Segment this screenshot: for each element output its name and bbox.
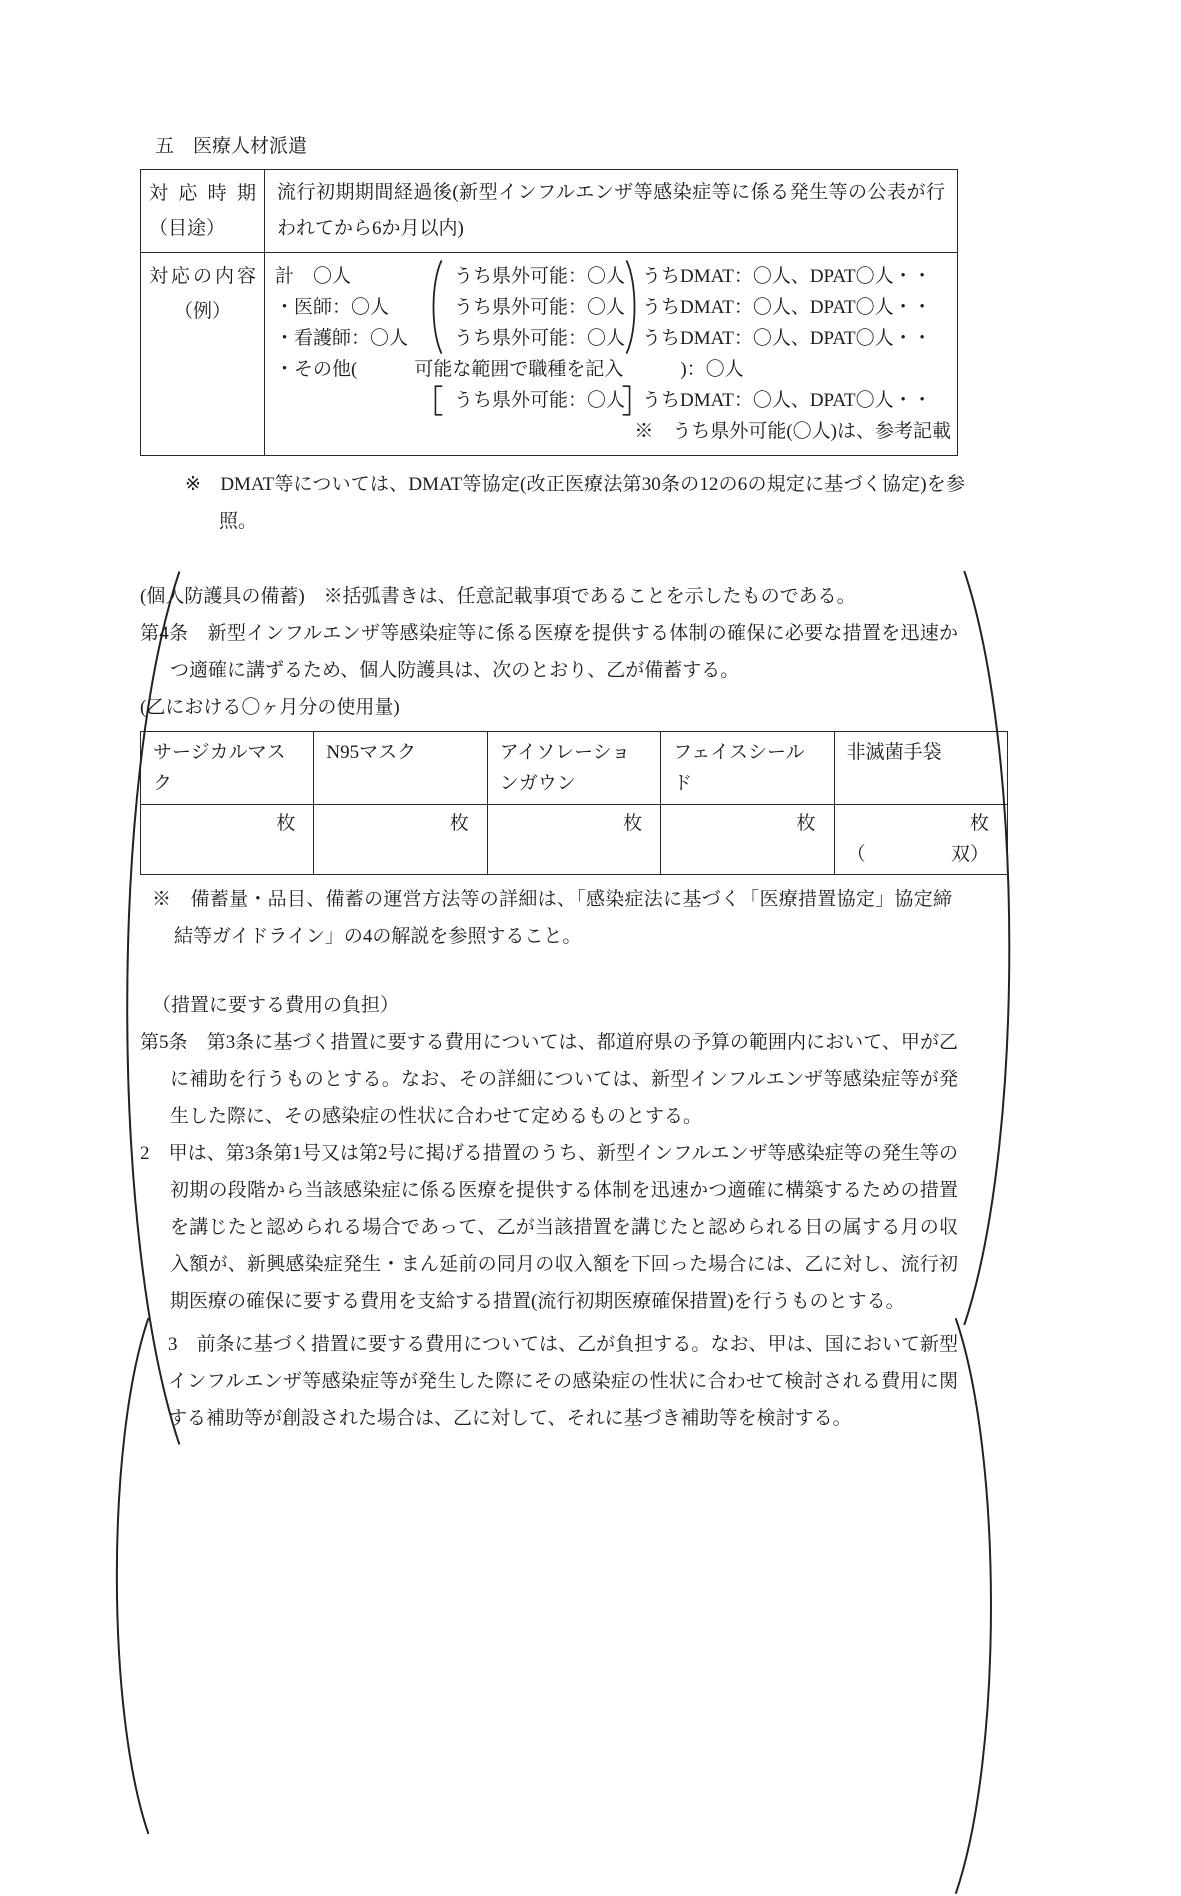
other-line	[275, 354, 951, 385]
response-period-value-cell: 流行初期期間経過後(新型インフルエンザ等感染症等に係る発生等の公表が行われてから6か月以内)	[265, 170, 958, 253]
table-row	[141, 253, 958, 456]
table-row	[141, 170, 958, 253]
response-content-value-cell	[265, 253, 958, 456]
document-page	[140, 128, 989, 1441]
nurse-count: ・看護師：〇人	[275, 328, 409, 349]
outside-pref-note: うち県外可能：〇人	[454, 297, 626, 318]
outside-pref-note: うち県外可能：〇人	[454, 390, 626, 411]
unit-label: 枚	[449, 813, 469, 834]
paragraph-2: 2 甲は、第3条第1号又は第2号に掲げる措置のうち、新型インフルエンザ等感染症等の発生等の初期の段階から当該感染症に係る医療を提供する体制を迅速かつ適確に構築するための措置を講じたと認められる場合であって、乙が当該措置を講じたと認められる日の属する月の収入額が、新興感染症発生・まん延前の同月の収入額を下回った場合には、乙に対し、流行初期医療の確保に要する費用を支給する措置(流行初期医療確保措置)を行うものとする。	[140, 1143, 958, 1312]
tall-paren-left-icon	[428, 260, 442, 354]
unit-label: 枚	[276, 813, 296, 834]
paragraph-3-bracket-group	[140, 1322, 958, 1441]
unit-label: 枚	[623, 813, 643, 834]
square-bracket-right-icon	[622, 386, 633, 415]
personnel-dispatch-table	[140, 169, 958, 456]
response-content-label: 対応の内容	[149, 266, 256, 287]
ppe-stockpile-table	[140, 731, 1008, 875]
reference-note: ※ うち県外可能(〇人)は、参考記載	[634, 421, 951, 442]
reference-note-line	[275, 416, 951, 447]
doctor-count: ・医師：〇人	[275, 297, 390, 318]
table-header-row	[141, 732, 1008, 805]
total-line	[275, 261, 951, 292]
ppe-column-header-isolation-gown: アイソレーションガウン	[487, 732, 660, 805]
usage-caption: (乙における〇ヶ月分の使用量)	[140, 697, 400, 718]
outside-pref-note: うち県外可能：〇人	[454, 328, 626, 349]
total-count: 計 〇人	[275, 266, 352, 287]
extra-bracket-line	[275, 385, 951, 416]
unit-label: 枚	[969, 813, 989, 834]
article-5-paragraph: 第5条 第3条に基づく措置に要する費用については、都道府県の予算の範囲内において、甲が乙に補助を行うものとする。なお、その詳細については、新型インフルエンザ等感染症等が発生した際に、その感染症の性状に合わせて定めるものとする。	[140, 1032, 958, 1127]
other-occupation-entry: ・その他( 可能な範囲で職種を記入 )：〇人	[275, 359, 744, 380]
outside-pref-note: うち県外可能：〇人	[454, 266, 626, 287]
ppe-column-header-n95-mask: N95マスク	[314, 732, 487, 805]
ppe-note: ※ 備蓄量・品目、備蓄の運営方法等の詳細は、「感染症法に基づく「医療措置協定」協定締結等ガイドライン」の4の解説を参照すること。	[152, 889, 952, 947]
table-value-row	[141, 805, 1008, 875]
response-content-label-cell	[141, 253, 265, 456]
dmat-note: ※ DMAT等については、DMAT等協定(改正医療法第30条の12の6の規定に基づく協定)を参照。	[185, 474, 965, 532]
cost-burden-heading: （措置に要する費用の負担）	[152, 995, 400, 1016]
response-period-label: 対応時期	[149, 183, 256, 204]
ppe-section-title: (個人防護具の備蓄) ※括弧書きは、任意記載事項であることを示したものである。	[140, 586, 856, 607]
pairs-unit-label: 双）	[950, 844, 989, 865]
article-4-paragraph: 第4条 新型インフルエンザ等感染症等に係る医療を提供する体制の確保に必要な措置を迅速かつ適確に講ずるため、個人防護具は、次のとおり、乙が備蓄する。	[140, 623, 958, 681]
giant-paren-left-icon	[98, 1316, 150, 1836]
ppe-amount-cell	[661, 805, 834, 875]
tall-paren-right-icon	[626, 260, 640, 354]
dmat-dpat-note: うちDMAT：〇人、DPAT〇人・・	[642, 390, 932, 411]
section-five-heading: 五 医療人材派遣	[155, 136, 308, 157]
ppe-amount-cell	[314, 805, 487, 875]
giant-paren-right-icon	[954, 1316, 1012, 1896]
ppe-amount-cell	[487, 805, 660, 875]
dmat-dpat-note: うちDMAT：〇人、DPAT〇人・・	[642, 297, 932, 318]
square-bracket-left-icon	[432, 386, 443, 415]
response-period-label-cell	[141, 170, 265, 253]
ppe-column-header-face-shield: フェイスシールド	[661, 732, 834, 805]
doctor-line	[275, 292, 951, 323]
response-period-sublabel: （目途）	[149, 218, 226, 239]
paragraph-3: 3 前条に基づく措置に要する費用については、乙が負担する。なお、甲は、国において新型インフルエンザ等感染症等が発生した際にその感染症の性状に合わせて検討される費用に関する補助等が創設された場合は、乙に対して、それに基づき補助等を検討する。	[168, 1334, 958, 1429]
giant-paren-right-icon	[962, 568, 1038, 1328]
ppe-column-header-gloves: 非滅菌手袋	[834, 732, 1007, 805]
ppe-column-header-surgical-mask: サージカルマスク	[141, 732, 314, 805]
dmat-dpat-note: うちDMAT：〇人、DPAT〇人・・	[642, 328, 932, 349]
ppe-stockpile-section	[140, 574, 989, 959]
unit-label: 枚	[796, 813, 816, 834]
response-content-sublabel: （例）	[173, 301, 231, 322]
open-paren: （	[846, 844, 866, 865]
nurse-line	[275, 323, 951, 354]
dmat-dpat-note: うちDMAT：〇人、DPAT〇人・・	[642, 266, 932, 287]
